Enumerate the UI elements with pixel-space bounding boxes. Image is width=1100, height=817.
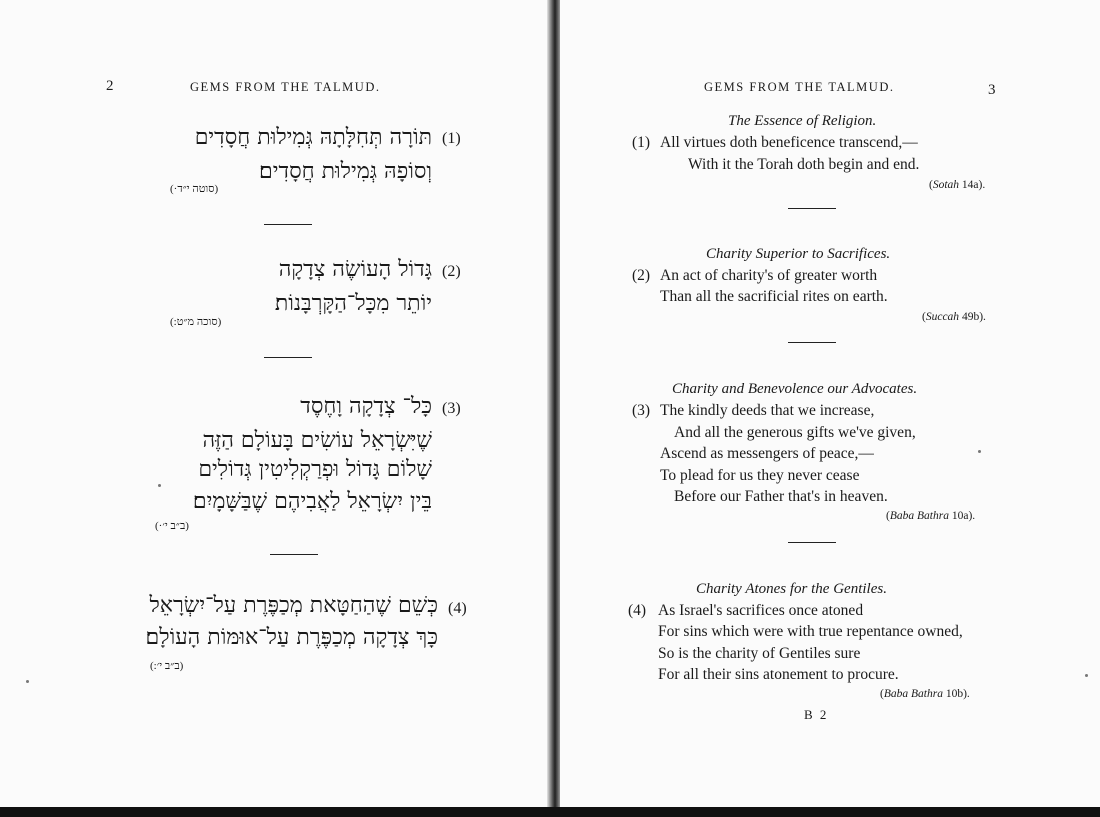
entry-title: The Essence of Religion. <box>728 113 877 129</box>
verse-line: To plead for us they never cease <box>660 467 860 484</box>
verse-line: All virtues doth beneficence transcend,— <box>660 134 918 151</box>
hebrew-source: (סוכה מ״ט:) <box>170 316 222 328</box>
verse-line: Ascend as messengers of peace,— <box>660 445 874 462</box>
entry-title: Charity Superior to Sacrifices. <box>706 246 891 262</box>
verse-line: So is the charity of Gentiles sure <box>658 645 861 662</box>
verse-line: As Israel's sacrifices once atoned <box>658 602 864 619</box>
page-number-left: 2 <box>106 78 114 94</box>
hebrew-entry-number: (2) <box>442 263 461 280</box>
hebrew-line: בֵּין יִשְׂרָאֵל לַאֲבִיהֶם שֶׁבַּשָּׁמָיִם׃ <box>192 489 432 514</box>
source-citation: (Baba Bathra 10b). <box>880 688 970 700</box>
verse-line: And all the generous gifts we've given, <box>674 424 916 441</box>
entry-number: (3) <box>632 402 651 419</box>
scan-bottom-edge <box>0 807 1100 817</box>
hebrew-line: כְּשֵׁם שֶׁהַחַטָּאת מְכַפֶּרֶת עַל־יִשְׂרָאֵל <box>149 593 438 618</box>
entry-title: Charity Atones for the Gentiles. <box>696 581 887 597</box>
entry-title: Charity and Benevolence our Advocates. <box>672 381 918 397</box>
hebrew-line: שָׁלוֹם גָּדוֹל וּפְרַקְלִיטִין גְּדוֹלִים <box>198 457 432 482</box>
divider <box>264 357 312 358</box>
hebrew-entry-number: (1) <box>442 130 461 147</box>
source-citation: (Baba Bathra 10a). <box>886 510 976 522</box>
hebrew-line: יוֹתֵר מִכָּל־הַקָּרְבָּנוֹת׃ <box>274 291 432 316</box>
divider <box>264 224 312 225</box>
hebrew-line: גָּדוֹל הָעוֹשֶׂה צְדָקָה <box>278 257 432 282</box>
divider <box>788 208 836 209</box>
hebrew-line: תּוֹרָה תְּחִלָּתָהּ גְּמִילוּת חֲסָדִים <box>194 125 432 150</box>
hebrew-line: שֶׁיִּשְׂרָאֵל עוֹשִׂים בָּעוֹלָם הַזֶּה <box>202 428 432 453</box>
divider <box>788 342 836 343</box>
running-head-right: GEMS FROM THE TALMUD. <box>704 80 895 94</box>
verse-line: For sins which were with true repentance owned, <box>658 623 963 640</box>
print-speck <box>1085 674 1088 677</box>
hebrew-source: (ב״ב י׳·) <box>155 520 189 532</box>
hebrew-source: (סוטה י״ד·) <box>170 183 219 195</box>
hebrew-line: כָּל־ צְדָקָה וָחֶסֶד <box>300 394 432 419</box>
verse-line: With it the Torah doth begin and end. <box>688 156 920 173</box>
hebrew-entry-number: (3) <box>442 400 461 417</box>
running-head-left: GEMS FROM THE TALMUD. <box>190 80 381 94</box>
hebrew-line: וְסוֹפָהּ גְּמִילוּת חֲסָדִים׃ <box>259 159 432 184</box>
hebrew-entry-number: (4) <box>448 600 467 617</box>
divider <box>788 542 836 543</box>
print-speck <box>26 680 29 683</box>
print-speck <box>158 484 161 487</box>
source-citation: (Sotah 14a). <box>929 179 986 191</box>
hebrew-source: (ב״ב י׳:) <box>150 660 184 672</box>
right-page <box>560 0 1100 817</box>
verse-line: The kindly deeds that we increase, <box>660 402 875 419</box>
entry-number: (4) <box>628 602 647 619</box>
divider <box>270 554 318 555</box>
hebrew-line: כָּךְ צְדָקָה מְכַפֶּרֶת עַל־אוּמּוֹת הָעוֹלָם׃ <box>145 625 438 650</box>
entry-number: (2) <box>632 267 651 284</box>
printer-signature: B 2 <box>804 707 829 722</box>
source-citation: (Succah 49b). <box>922 311 986 323</box>
verse-line: An act of charity's of greater worth <box>660 267 878 284</box>
entry-number: (1) <box>632 134 651 151</box>
page-number-right: 3 <box>988 82 996 98</box>
verse-line: Before our Father that's in heaven. <box>674 488 888 505</box>
print-speck <box>978 450 981 453</box>
verse-line: Than all the sacrificial rites on earth. <box>660 288 888 305</box>
verse-line: For all their sins atonement to procure. <box>658 666 899 683</box>
